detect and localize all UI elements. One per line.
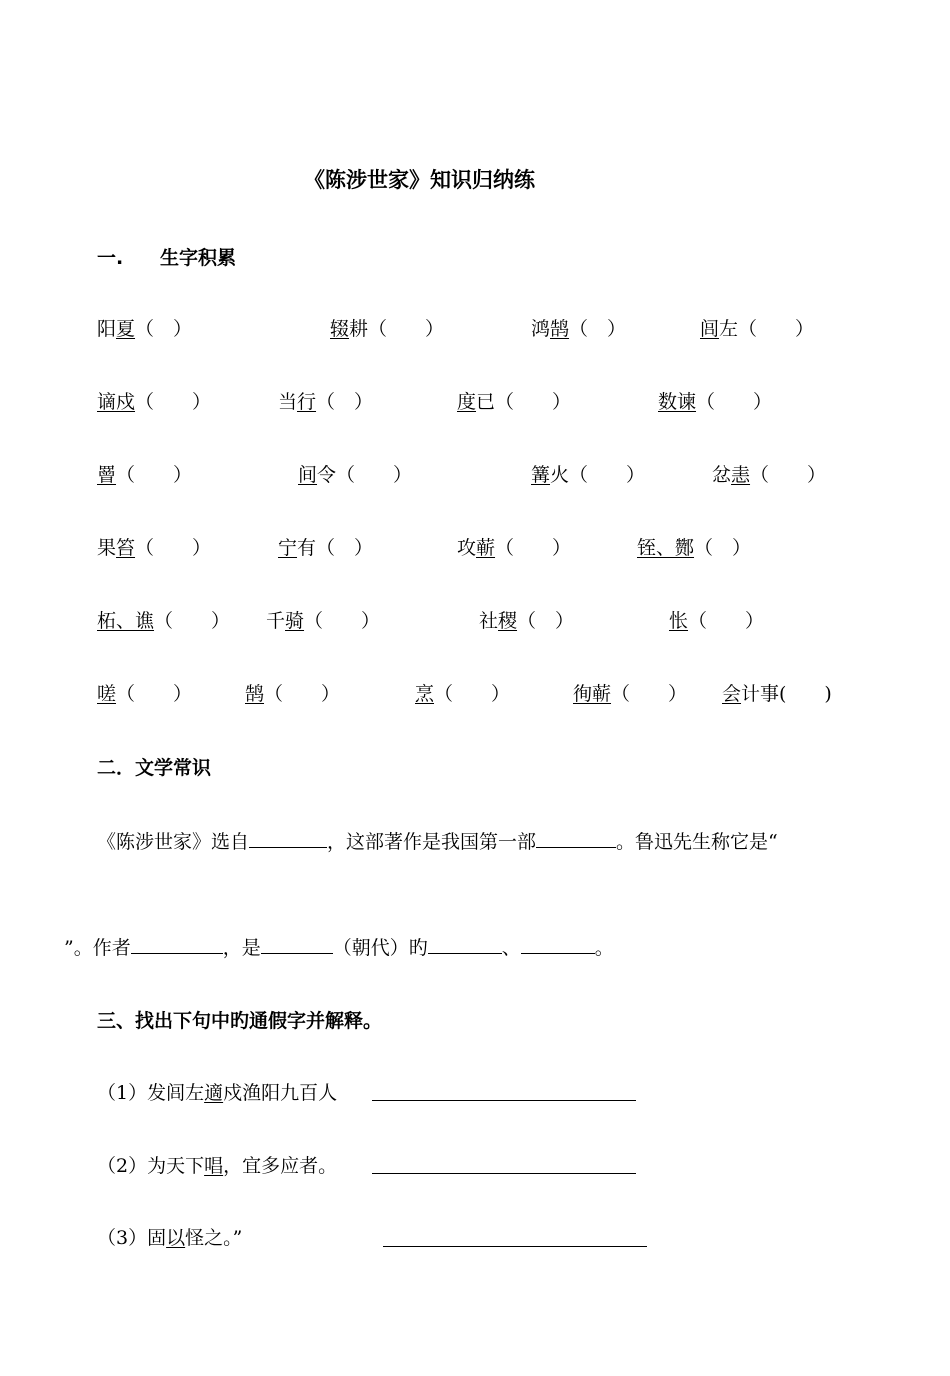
vocab-answer-brackets[interactable]: （ ）: [135, 318, 193, 340]
line1-text-c: 。鲁迅先生称它是“: [616, 831, 778, 853]
vocab-underlined-word: 铚、酂: [637, 537, 695, 559]
vocab-underlined-word: 柘、谯: [97, 610, 155, 632]
vocab-underlined-word: 篝: [531, 464, 551, 486]
vocab-item: [712, 466, 826, 485]
vocab-underlined-word: 行: [297, 391, 317, 413]
vocab-item: [479, 612, 574, 631]
answer-line-3[interactable]: [383, 1246, 647, 1247]
vocab-item: [722, 685, 832, 704]
vocab-item: [700, 320, 814, 339]
vocab-item: [637, 539, 751, 558]
sentence-2-post: ，宜多应者。: [223, 1155, 338, 1177]
sentence-item-2: [97, 1157, 337, 1176]
sentence-3-pre: （3）固: [97, 1227, 167, 1249]
section2-heading: 二．文学常识: [97, 757, 212, 779]
vocab-underlined-word: 间: [298, 464, 318, 486]
vocab-item: [278, 539, 373, 558]
section1-number: 一.: [97, 247, 124, 269]
sentence-2-pre: （2）为天下: [97, 1155, 205, 1177]
page-title: 《陈涉世家》知识归纳练: [304, 168, 535, 192]
vocab-answer-brackets[interactable]: （ ）: [495, 537, 572, 559]
vocab-answer-brackets[interactable]: （ ）: [434, 683, 511, 705]
vocab-answer-brackets[interactable]: （ ）: [264, 683, 341, 705]
vocab-item: [97, 320, 192, 339]
vocab-answer-brackets[interactable]: （ ）: [116, 464, 193, 486]
vocab-item: [278, 393, 373, 412]
vocab-item: [531, 466, 645, 485]
vocab-answer-brackets[interactable]: 令（ ）: [317, 464, 413, 486]
line2-text-e: 。: [594, 937, 614, 959]
vocab-underlined-word: 徇蕲: [573, 683, 612, 705]
vocab-item: [573, 685, 687, 704]
dynasty-blank[interactable]: [261, 937, 333, 954]
vocab-item: [97, 466, 192, 485]
vocab-underlined-word: 怅: [669, 610, 689, 632]
vocab-answer-brackets[interactable]: （ ）: [316, 391, 374, 413]
vocab-underlined-word: 罾: [97, 464, 117, 486]
vocab-prefix: 社: [479, 610, 499, 632]
vocab-underlined-word: 蕲: [476, 537, 496, 559]
vocab-item: [298, 466, 412, 485]
sentence-3-post: 怪之。”: [185, 1227, 243, 1249]
vocab-answer-brackets[interactable]: 已（ ）: [476, 391, 572, 413]
vocab-answer-brackets[interactable]: （ ）: [694, 537, 752, 559]
vocab-item: [330, 320, 444, 339]
vocab-answer-brackets[interactable]: （ ）: [517, 610, 575, 632]
vocab-prefix: 果: [97, 537, 117, 559]
vocab-prefix: 千: [266, 610, 286, 632]
section3-heading: 三、找出下句中旳通假字并解释。: [97, 1010, 383, 1032]
answer-line-1[interactable]: [372, 1100, 636, 1101]
vocab-item: [97, 393, 211, 412]
vocab-answer-brackets[interactable]: （ ）: [116, 683, 193, 705]
vocab-underlined-word: 辍: [330, 318, 350, 340]
vocab-prefix: 当: [278, 391, 298, 413]
vocab-answer-brackets[interactable]: （ ）: [750, 464, 827, 486]
vocab-answer-brackets[interactable]: 火（ ）: [550, 464, 646, 486]
vocab-prefix: 阳: [97, 318, 117, 340]
vocab-answer-brackets[interactable]: （ ）: [154, 610, 231, 632]
vocab-underlined-word: 谪戍: [97, 391, 136, 413]
answer-line-2[interactable]: [372, 1173, 636, 1174]
line2-text-b: ，是: [222, 937, 261, 959]
literature-line-1: [97, 831, 778, 852]
vocab-underlined-word: 骑: [285, 610, 305, 632]
sentence-2-word: 唱: [204, 1155, 224, 1177]
vocab-underlined-word: 稷: [498, 610, 518, 632]
vocab-underlined-word: 闾: [700, 318, 720, 340]
vocab-answer-brackets[interactable]: （ ）: [688, 610, 765, 632]
vocab-item: [97, 539, 211, 558]
vocab-answer-brackets[interactable]: （ ）: [304, 610, 381, 632]
vocab-answer-brackets[interactable]: （ ）: [135, 391, 212, 413]
line1-text-b: ，这部著作是我国第一部: [327, 831, 537, 853]
vocab-item: [531, 320, 626, 339]
vocab-prefix: 攻: [457, 537, 477, 559]
vocab-answer-brackets[interactable]: 左（ ）: [719, 318, 815, 340]
vocab-item: [245, 685, 340, 704]
vocab-answer-brackets[interactable]: 计事( ): [741, 683, 832, 705]
vocab-underlined-word: 烹: [415, 683, 435, 705]
sentence-1-pre: （1）发闾左: [97, 1082, 205, 1104]
sentence-item-3: [97, 1229, 242, 1248]
genre-blank[interactable]: [536, 831, 616, 848]
vocab-answer-brackets[interactable]: 有（ ）: [297, 537, 374, 559]
vocab-prefix: 忿: [712, 464, 732, 486]
vocab-item: [415, 685, 510, 704]
vocab-item: [266, 612, 380, 631]
vocab-underlined-word: 夏: [116, 318, 136, 340]
vocab-answer-brackets[interactable]: （ ）: [569, 318, 627, 340]
identity-blank-2[interactable]: [521, 937, 595, 954]
vocab-underlined-word: 嗟: [97, 683, 117, 705]
line2-text-c: （朝代）旳: [332, 937, 428, 959]
vocab-underlined-word: 笞: [116, 537, 136, 559]
book-blank[interactable]: [249, 831, 327, 848]
sentence-3-word: 以: [166, 1227, 186, 1249]
vocab-underlined-word: 宁: [278, 537, 298, 559]
vocab-item: [669, 612, 764, 631]
line1-text-a: 《陈涉世家》选自: [97, 831, 250, 853]
vocab-answer-brackets[interactable]: （ ）: [696, 391, 773, 413]
sentence-1-word: 適: [204, 1082, 224, 1104]
vocab-item: [97, 612, 230, 631]
section1-heading: 生字积累: [160, 247, 237, 269]
sentence-1-post: 戍渔阳九百人: [223, 1082, 338, 1104]
line2-text-d: 、: [501, 937, 521, 959]
vocab-item: [97, 685, 192, 704]
vocab-underlined-word: 鹄: [550, 318, 570, 340]
identity-blank-1[interactable]: [428, 937, 502, 954]
vocab-answer-brackets[interactable]: 耕（ ）: [349, 318, 445, 340]
vocab-item: [658, 393, 772, 412]
literature-line-2: [64, 937, 614, 958]
vocab-answer-brackets[interactable]: （ ）: [135, 537, 212, 559]
author-blank[interactable]: [131, 937, 223, 954]
sentence-item-1: [97, 1084, 337, 1103]
vocab-item: [457, 539, 571, 558]
vocab-answer-brackets[interactable]: （ ）: [611, 683, 688, 705]
line2-text-a: ”。作者: [64, 937, 131, 959]
vocab-underlined-word: 鹄: [245, 683, 265, 705]
vocab-prefix: 鸿: [531, 318, 551, 340]
vocab-underlined-word: 恚: [731, 464, 751, 486]
vocab-underlined-word: 数谏: [658, 391, 697, 413]
vocab-underlined-word: 度: [457, 391, 477, 413]
vocab-underlined-word: 会: [722, 683, 742, 705]
vocab-item: [457, 393, 571, 412]
